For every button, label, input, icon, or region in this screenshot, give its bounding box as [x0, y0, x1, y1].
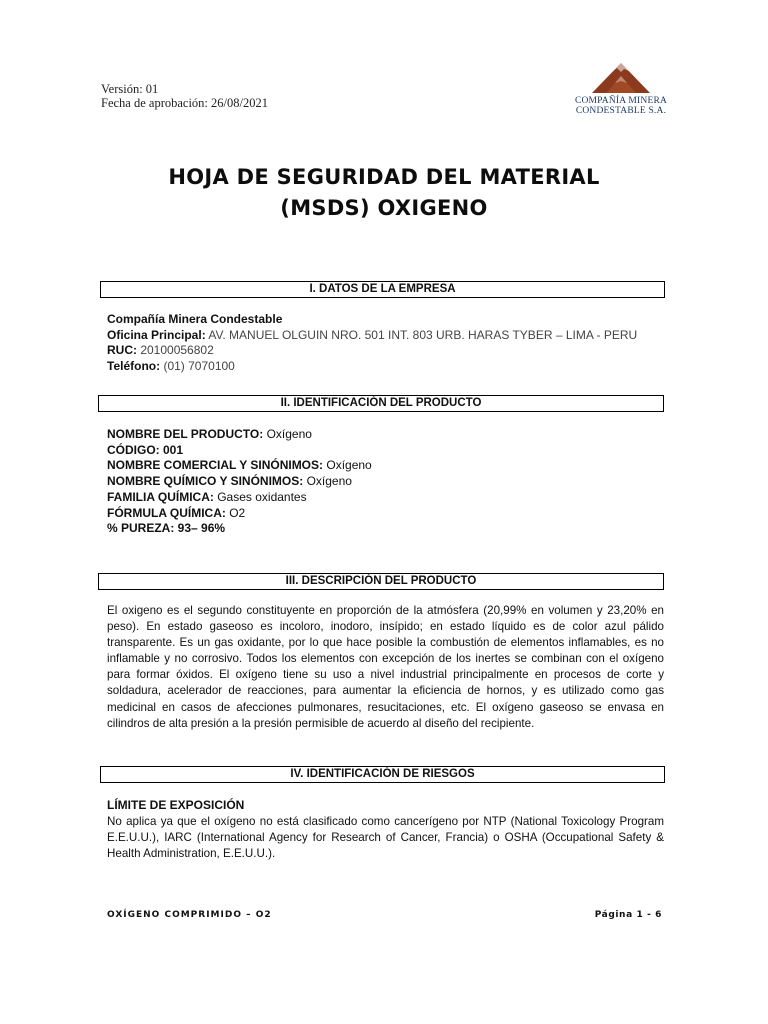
field-label: FÓRMULA QUÍMICA:: [107, 505, 226, 520]
approval-date-text: Fecha de aprobación: 26/08/2021: [101, 96, 268, 110]
phone-value: (01) 7070100: [160, 359, 235, 374]
field-row: [107, 474, 667, 490]
field-label: NOMBRE DEL PRODUCTO:: [107, 427, 264, 441]
company-data-block: [107, 312, 667, 375]
section-heading-risks: IV. IDENTIFICACIÓN DE RIESGOS: [100, 766, 665, 783]
field-value: Oxígeno: [323, 458, 372, 473]
footer-page-number: Página 1 - 6: [594, 910, 662, 920]
field-label: FAMILIA QUÍMICA:: [107, 489, 214, 504]
office-value: AV. MANUEL OLGUIN NRO. 501 INT. 803 URB. HARAS TYBER – LIMA - PERU: [205, 327, 638, 342]
title-line-2: (MSDS) OXIGENO: [280, 196, 488, 220]
field-row: [107, 506, 667, 522]
logo-text: [566, 96, 676, 116]
product-description-text: El oxigeno es el segundo constituyente en proporción de la atmósfera (20,99% en volumen y 23,20% en peso). En estado gaseoso es incoloro, inodoro, insípido; en estado líquido es de color azul pálido transparente. Es un gas oxidante, por lo que hace posible la combustión de elementos inflamables, es no inflamable y no corrosivo. Todos los elementos con excepción de los inertes se combinan con el oxígeno para formar óxidos. El oxígeno tiene su uso a nivel industrial principalmente en procesos de corte y soldadura, acelerador de reacciones, para aumentar la eficiencia de hornos, y es utilizado como gas medicinal en casos de afecciones pulmonares, resucitaciones, etc. El oxígeno gaseoso se envasa en cilindros de alta presión a la presión permisible de acuerdo al diseño del recipiente.: [107, 604, 664, 730]
title-line-1: HOJA DE SEGURIDAD DEL MATERIAL: [168, 165, 600, 189]
phone-row: [107, 359, 667, 375]
field-label: NOMBRE COMERCIAL Y SINÓNIMOS:: [107, 458, 324, 473]
company-logo: [566, 62, 676, 120]
field-value: Oxígeno: [263, 427, 312, 441]
exposure-limit-title: LÍMITE DE EXPOSICIÓN: [107, 798, 245, 812]
field-row: [107, 443, 667, 459]
exposure-limit-text: No aplica ya que el oxígeno no está clasificado como cancerígeno por NTP (National Toxicology Program E.E.U.U.), IARC (International Agency for Research of Cancer, Francia) o OSHA (Occupational Safety & Health Administration, E.E.U.U.).: [107, 815, 664, 861]
company-name: [107, 312, 667, 328]
version-text: Versión: 01: [101, 82, 159, 96]
document-meta: [101, 82, 268, 110]
ruc-value: 20100056802: [137, 343, 214, 358]
ruc-label: RUC:: [107, 343, 137, 358]
field-value: 001: [159, 442, 184, 457]
footer-product: OXÍGENO COMPRIMIDO – O2: [107, 910, 272, 920]
section-heading-company: I. DATOS DE LA EMPRESA: [100, 281, 665, 298]
field-row: [107, 427, 667, 443]
field-row: [107, 490, 667, 506]
field-row: [107, 458, 667, 474]
field-label: % PUREZA: 93– 96%: [107, 521, 226, 536]
company-name-text: Compañía Minera Condestable: [107, 312, 283, 326]
logo-line-2: CONDESTABLE S.A.: [575, 106, 667, 116]
product-id-block: [107, 427, 667, 537]
field-value: Gases oxidantes: [213, 489, 307, 504]
field-label: NOMBRE QUÍMICO Y SINÓNIMOS:: [107, 474, 304, 489]
office-label: Oficina Principal:: [107, 327, 206, 342]
phone-label: Teléfono:: [107, 359, 161, 374]
section-heading-description: III. DESCRIPCIÓN DEL PRODUCTO: [98, 573, 664, 590]
ruc-row: [107, 343, 667, 359]
mountain-icon: [591, 62, 651, 94]
field-row: [107, 521, 667, 537]
exposure-limit-heading: [107, 798, 667, 814]
field-label: CÓDIGO:: [107, 442, 160, 457]
logo-line-1: COMPAÑÍA MINERA: [574, 96, 668, 106]
section-heading-product-id: II. IDENTIFICACIÓN DEL PRODUCTO: [98, 395, 664, 412]
document-title: [100, 162, 668, 224]
field-value: Oxígeno: [303, 474, 352, 489]
office-row: [107, 328, 667, 344]
field-value: O2: [225, 505, 246, 520]
